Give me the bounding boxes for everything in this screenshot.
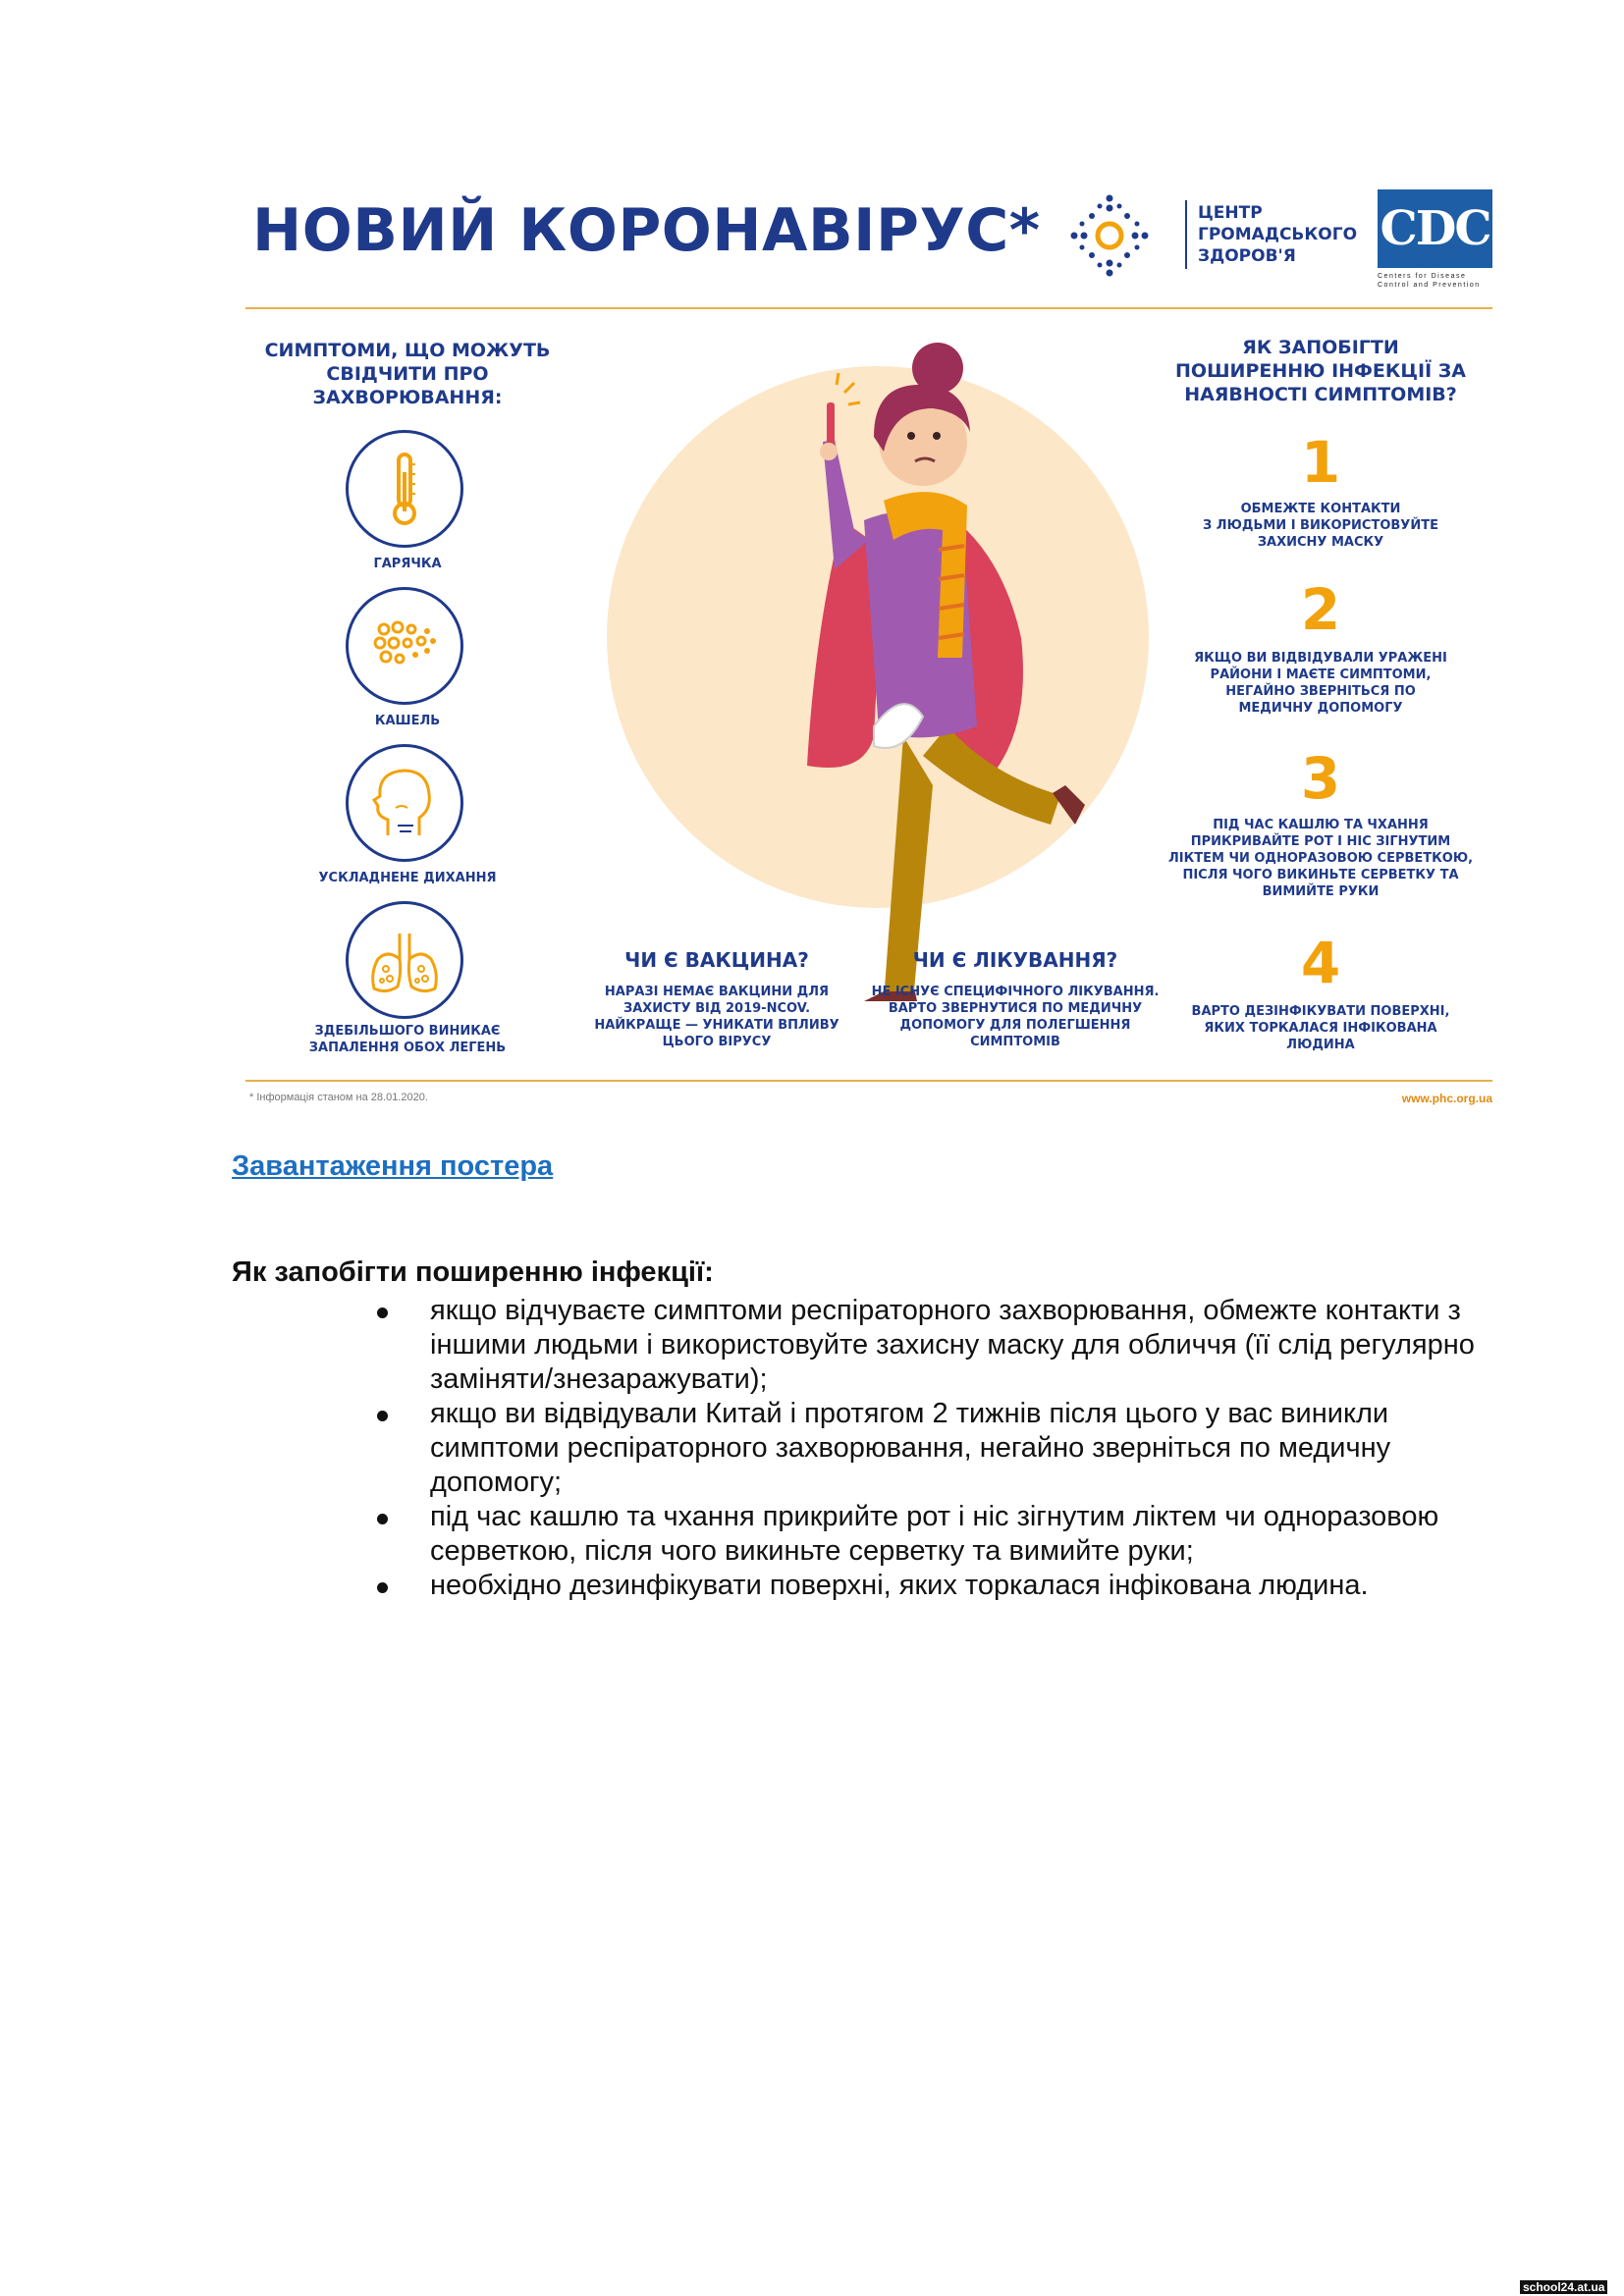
poster-title: НОВИЙ КОРОНАВІРУС* xyxy=(252,196,1041,265)
phc-logo-icon xyxy=(1070,187,1149,285)
symptom-label-breathing: УСКЛАДНЕНЕ ДИХАННЯ xyxy=(318,871,497,885)
watermark: school24.at.ua xyxy=(1520,2280,1607,2294)
treatment-heading: ЧИ Є ЛІКУВАННЯ? xyxy=(912,948,1118,972)
bullet-icon xyxy=(377,1411,388,1421)
sick-woman-illustration xyxy=(736,314,1129,1001)
poster xyxy=(245,177,1492,1109)
download-poster-link[interactable]: Завантаження постера xyxy=(232,1150,554,1182)
section-heading: Як запобігти поширенню інфекції: xyxy=(232,1256,714,1288)
poster-footnote: * Інформація станом на 28.01.2020. xyxy=(249,1092,428,1103)
prevention-list xyxy=(375,1294,1504,1603)
step-text: ОБМЕЖТЕ КОНТАКТИ З ЛЮДЬМИ І ВИКОРИСТОВУЙТЕ ЗАХИСНУ МАСКУ xyxy=(1203,502,1438,550)
step-text: ВАРТО ДЕЗІНФІКУВАТИ ПОВЕРХНІ, ЯКИХ ТОРКАЛАСЯ ІНФІКОВАНА ЛЮДИНА xyxy=(1191,1004,1450,1052)
list-item: під час кашлю та чхання прикрийте рот і ніс зігнутим ліктем чи одноразовою серветкою, після чого викиньте серветку та вимийте руки; xyxy=(375,1500,1504,1569)
prevention-heading: ЯК ЗАПОБІГТИ ПОШИРЕННЮ ІНФЕКЦІЇ ЗА НАЯВНОСТІ СИМПТОМІВ? xyxy=(1175,337,1466,405)
phc-name: ЦЕНТР ГРОМАДСЬКОГО ЗДОРОВ'Я xyxy=(1198,203,1358,266)
poster-site-url: www.phc.org.ua xyxy=(1401,1092,1492,1105)
bottom-divider xyxy=(245,1080,1492,1082)
treatment-text: НЕ ІСНУЄ СПЕЦИФІЧНОГО ЛІКУВАННЯ. ВАРТО ЗВЕРНУТИСЯ ПО МЕДИЧНУ ДОПОМОГУ ДЛЯ ПОЛЕГШЕННЯ СИМПТОМІВ xyxy=(871,985,1160,1049)
bullet-icon xyxy=(377,1308,388,1318)
top-divider xyxy=(245,307,1492,309)
step-number: 4 xyxy=(1300,930,1341,996)
thermometer-icon xyxy=(346,430,463,548)
list-item: якщо ви відвідували Китай і протягом 2 тижнів після цього у вас виникли симптоми респіраторного захворювання, негайно зверніться по медичну допомогу; xyxy=(375,1397,1504,1500)
lungs-icon xyxy=(346,901,463,1019)
cdc-subtitle: Centers for Disease Control and Prevention xyxy=(1378,273,1481,289)
step-text: ЯКЩО ВИ ВІДВІДУВАЛИ УРАЖЕНІ РАЙОНИ І МАЄТЕ СИМПТОМИ, НЕГАЙНО ЗВЕРНІТЬСЯ ПО МЕДИЧНУ ДОПОМОГУ xyxy=(1194,651,1447,716)
step-number: 1 xyxy=(1300,429,1341,496)
vaccine-heading: ЧИ Є ВАКЦИНА? xyxy=(624,948,809,972)
cdc-logo: CDC xyxy=(1378,189,1492,268)
cough-icon xyxy=(346,587,463,705)
symptoms-heading: СИМПТОМИ, ЩО МОЖУТЬ СВІДЧИТИ ПРО ЗАХВОРЮВАННЯ: xyxy=(264,340,551,408)
list-item: необхідно дезинфікувати поверхні, яких торкалася інфікована людина. xyxy=(375,1569,1504,1603)
bullet-icon xyxy=(377,1514,388,1524)
symptom-label-cough: КАШЕЛЬ xyxy=(374,714,441,728)
step-number: 2 xyxy=(1300,576,1341,643)
list-item: якщо відчуваєте симптоми респіраторного захворювання, обмежте контакти з іншими людьми і використовуйте захисну маску для обличчя (її слід регулярно заміняти/знезаражувати); xyxy=(375,1294,1504,1397)
symptom-label-lungs: ЗДЕБІЛЬШОГО ВИНИКАЄ ЗАПАЛЕННЯ ОБОХ ЛЕГЕНЬ xyxy=(308,1024,507,1055)
breathing-icon xyxy=(346,744,463,862)
step-text: ПІД ЧАС КАШЛЮ ТА ЧХАННЯ ПРИКРИВАЙТЕ РОТ І НІС ЗІГНУТИМ ЛІКТЕМ ЧИ ОДНОРАЗОВОЮ СЕРВЕТКОЮ, ПІСЛЯ ЧОГО ВИКИНЬТЕ СЕРВЕТКУ ТА ВИМИЙТЕ РУКИ xyxy=(1167,818,1474,899)
vaccine-text: НАРАЗІ НЕМАЄ ВАКЦИНИ ДЛЯ ЗАХИСТУ ВІД 2019-NCOV. НАЙКРАЩЕ — УНИКАТИ ВПЛИВУ ЦЬОГО ВІРУСУ xyxy=(594,985,839,1049)
logo-separator xyxy=(1185,200,1187,269)
bullet-icon xyxy=(377,1582,388,1593)
symptom-label-fever: ГАРЯЧКА xyxy=(373,557,442,571)
step-number: 3 xyxy=(1300,745,1341,812)
